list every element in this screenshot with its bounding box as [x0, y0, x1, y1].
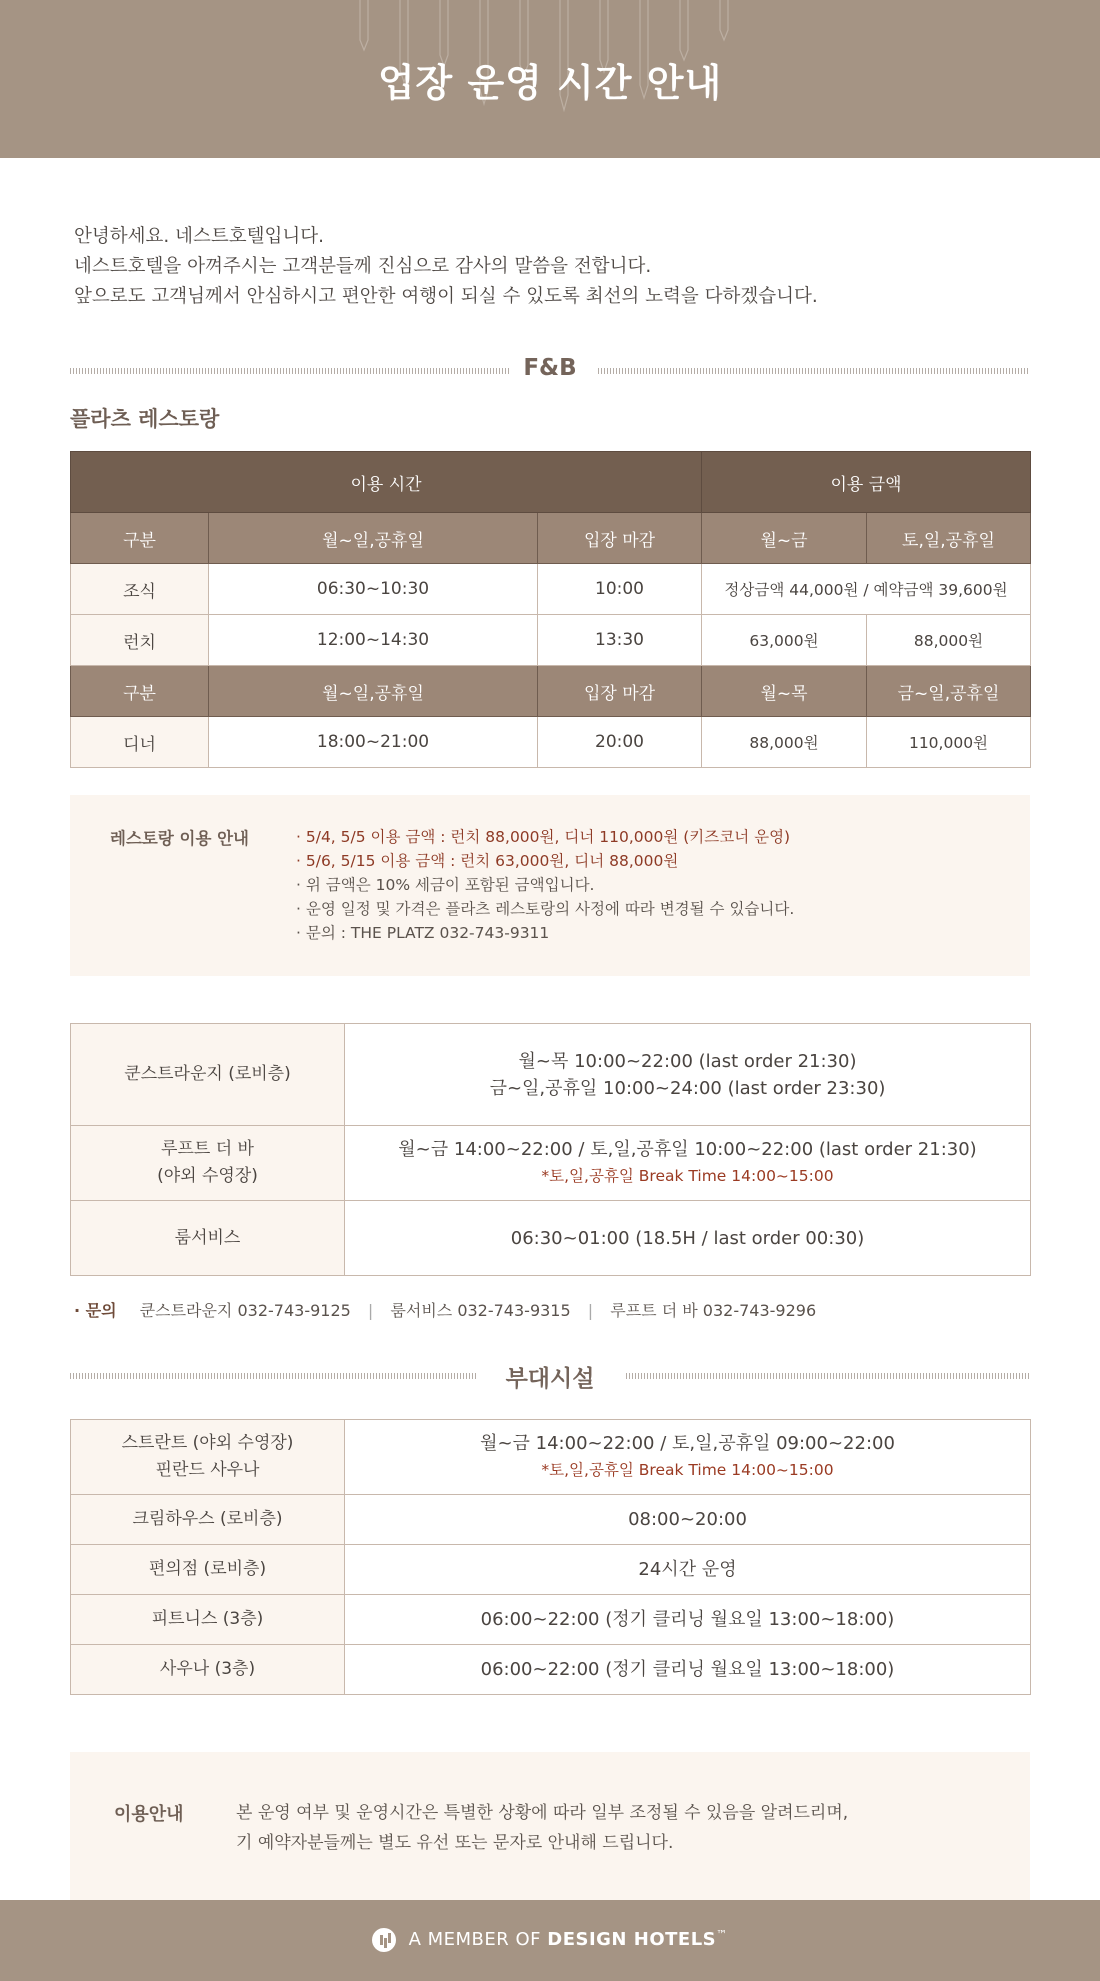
- facility-hours: [345, 1420, 1031, 1495]
- lounge-hours-table: [70, 1023, 1031, 1276]
- venue-name-line: 루프트 더 바: [161, 1139, 254, 1159]
- footer-prefix: A MEMBER OF: [408, 1929, 548, 1950]
- column-header: 금~일,공휴일: [867, 666, 1031, 717]
- list-item: · 위 금액은 10% 세금이 포함된 금액입니다.: [296, 876, 595, 894]
- header-usage-price: 이용 금액: [702, 452, 1031, 513]
- usage-line: 기 예약자분들께는 별도 유선 또는 문자로 안내해 드립니다.: [236, 1833, 674, 1853]
- section-header-fb: [70, 355, 1030, 385]
- intro-line: 앞으로도 고객님께서 안심하시고 편안한 여행이 되실 수 있도록 최선의 노력을 다하겠습니다.: [74, 286, 818, 307]
- usage-notice-box: [70, 1752, 1030, 1900]
- footer-tm: ™: [716, 1928, 728, 1941]
- footer-brand: DESIGN HOTELS: [547, 1929, 717, 1950]
- row-price-weekday: 88,000원: [702, 717, 867, 768]
- venue-name-line: (야외 수영장): [157, 1166, 258, 1186]
- intro-line: 안녕하세요. 네스트호텔입니다.: [74, 226, 324, 247]
- contact-item: 룸서비스 032-743-9315: [390, 1301, 571, 1320]
- list-item: · 5/4, 5/5 이용 금액 : 런치 88,000원, 디너 110,000원 (키즈코너 운영): [296, 828, 791, 846]
- row-price-weekday: 63,000원: [702, 615, 867, 666]
- column-header: 월~일,공휴일: [209, 513, 538, 564]
- row-time: 18:00~21:00: [209, 717, 538, 768]
- venue-hours: 06:30~01:00 (18.5H / last order 00:30): [345, 1201, 1031, 1276]
- header-usage-time: 이용 시간: [71, 452, 702, 513]
- break-time-note: *토,일,공휴일 Break Time 14:00~15:00: [541, 1167, 834, 1185]
- venue-name: 쿤스트라운지 (로비층): [71, 1024, 345, 1126]
- separator: |: [367, 1301, 374, 1320]
- table-row: [71, 1495, 1031, 1545]
- row-time: 06:30~10:30: [209, 564, 538, 615]
- table-row: [71, 564, 1031, 615]
- column-header: 월~목: [702, 666, 867, 717]
- section-title: [70, 1360, 1030, 1393]
- row-price-weekend: 110,000원: [867, 717, 1031, 768]
- intro-line: 네스트호텔을 아껴주시는 고객분들께 진심으로 감사의 말씀을 전합니다.: [74, 256, 652, 277]
- row-category: 조식: [71, 564, 209, 615]
- intro-text: [74, 222, 818, 312]
- facility-name: 피트니스 (3층): [71, 1595, 345, 1645]
- facility-name-line: 핀란드 사우나: [155, 1460, 260, 1480]
- facility-name: 크림하우스 (로비층): [71, 1495, 345, 1545]
- separator: |: [587, 1301, 594, 1320]
- header-banner: [0, 0, 1100, 158]
- table-row: [71, 1201, 1031, 1276]
- list-item: · 5/6, 5/15 이용 금액 : 런치 63,000원, 디너 88,000원: [296, 852, 679, 870]
- venue-hours: [345, 1126, 1031, 1201]
- contact-line: [74, 1298, 816, 1321]
- table-subheader-row: [71, 513, 1031, 564]
- contact-item: 루프트 더 바 032-743-9296: [610, 1301, 817, 1320]
- section-header-facilities: [70, 1360, 1030, 1390]
- facilities-hours-table: [70, 1419, 1031, 1695]
- column-header: 입장 마감: [538, 513, 702, 564]
- contact-item: 쿤스트라운지 032-743-9125: [139, 1301, 351, 1320]
- column-header: 입장 마감: [538, 666, 702, 717]
- page-title: 업장 운영 시간 안내: [377, 61, 723, 105]
- hours-line: 월~금 14:00~22:00 / 토,일,공휴일 10:00~22:00 (last order 21:30): [398, 1139, 977, 1160]
- restaurant-hours-table: [70, 451, 1031, 768]
- table-row: [71, 615, 1031, 666]
- column-header: 월~금: [702, 513, 867, 564]
- table-row: [71, 717, 1031, 768]
- section-title-text: F&B: [509, 355, 590, 381]
- footer: [0, 1900, 1100, 1981]
- facility-name: 사우나 (3층): [71, 1645, 345, 1695]
- usage-text: [236, 1798, 848, 1858]
- notes-list: [296, 825, 794, 945]
- row-last-entry: 13:30: [538, 615, 702, 666]
- section-title: [70, 355, 1030, 381]
- restaurant-notes-box: [70, 795, 1030, 976]
- facility-hours: 24시간 운영: [345, 1545, 1031, 1595]
- row-category: 런치: [71, 615, 209, 666]
- venue-name: 룸서비스: [71, 1201, 345, 1276]
- facility-hours: 06:00~22:00 (정기 클리닝 월요일 13:00~18:00): [345, 1645, 1031, 1695]
- usage-line: 본 운영 여부 및 운영시간은 특별한 상황에 따라 일부 조정될 수 있음을 알려드리며,: [236, 1803, 849, 1823]
- facility-name: [71, 1420, 345, 1495]
- list-item: · 문의 : THE PLATZ 032-743-9311: [296, 924, 550, 942]
- section-title-text: 부대시설: [492, 1366, 609, 1392]
- table-row: [71, 1420, 1031, 1495]
- facility-name: 편의점 (로비층): [71, 1545, 345, 1595]
- design-hotels-logo-icon: [372, 1928, 396, 1952]
- facility-name-line: 스트란트 (야외 수영장): [121, 1433, 294, 1453]
- row-last-entry: 10:00: [538, 564, 702, 615]
- table-header-row: [71, 452, 1031, 513]
- column-header: 토,일,공휴일: [867, 513, 1031, 564]
- facility-hours: 06:00~22:00 (정기 클리닝 월요일 13:00~18:00): [345, 1595, 1031, 1645]
- facility-hours: 08:00~20:00: [345, 1495, 1031, 1545]
- row-price-weekend: 88,000원: [867, 615, 1031, 666]
- hours-line: 월~목 10:00~22:00 (last order 21:30): [518, 1050, 857, 1072]
- table-row: [71, 1545, 1031, 1595]
- notes-label: 레스토랑 이용 안내: [110, 829, 250, 848]
- venue-hours: [345, 1024, 1031, 1126]
- row-time: 12:00~14:30: [209, 615, 538, 666]
- row-category: 디너: [71, 717, 209, 768]
- list-item: · 운영 일정 및 가격은 플라츠 레스토랑의 사정에 따라 변경될 수 있습니다.: [296, 900, 795, 918]
- hours-line: 금~일,공휴일 10:00~24:00 (last order 23:30): [489, 1077, 886, 1099]
- column-header: 구분: [71, 513, 209, 564]
- contact-label: · 문의: [74, 1301, 117, 1320]
- row-price: 정상금액 44,000원 / 예약금액 39,600원: [702, 564, 1031, 615]
- table-row: [71, 1595, 1031, 1645]
- restaurant-name: 플라츠 레스토랑: [70, 407, 220, 431]
- table-row: [71, 1645, 1031, 1695]
- venue-name: [71, 1126, 345, 1201]
- hours-line: 월~금 14:00~22:00 / 토,일,공휴일 09:00~22:00: [480, 1433, 895, 1454]
- usage-label: 이용안내: [114, 1804, 184, 1825]
- column-header: 월~일,공휴일: [209, 666, 538, 717]
- footer-brand-line: [0, 1928, 1100, 1952]
- table-subheader-row: [71, 666, 1031, 717]
- table-row: [71, 1126, 1031, 1201]
- break-time-note: *토,일,공휴일 Break Time 14:00~15:00: [541, 1461, 834, 1479]
- column-header: 구분: [71, 666, 209, 717]
- row-last-entry: 20:00: [538, 717, 702, 768]
- table-row: [71, 1024, 1031, 1126]
